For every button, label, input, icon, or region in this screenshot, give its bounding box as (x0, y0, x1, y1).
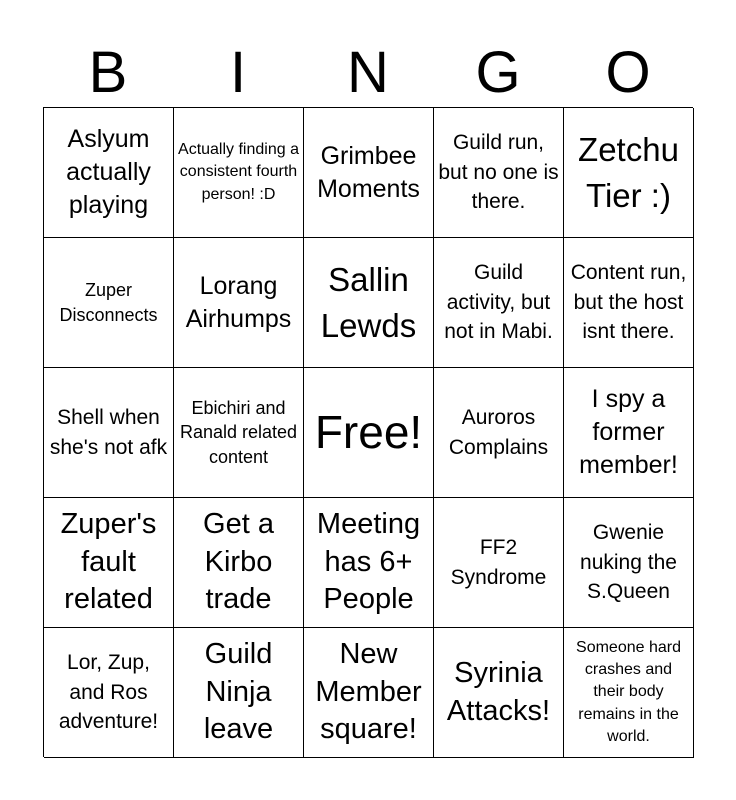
cell-text: Aslyum actually playing (66, 125, 151, 219)
header-letter-g: G (475, 40, 521, 105)
cell-text: Sallin Lewds (320, 260, 417, 344)
cell-text: Syrinia Attacks! (446, 656, 551, 727)
bingo-cell[interactable] (434, 238, 564, 368)
cell-text: Ebichiri and Ranald related content (179, 398, 298, 467)
bingo-cell[interactable] (564, 108, 694, 238)
bingo-cell[interactable] (304, 238, 434, 368)
bingo-cell[interactable] (434, 628, 564, 758)
bingo-cell[interactable] (304, 108, 434, 238)
cell-text: Grimbee Moments (317, 141, 420, 203)
bingo-cell[interactable] (564, 238, 694, 368)
free-space-cell[interactable] (304, 368, 434, 498)
bingo-cell[interactable] (44, 108, 174, 238)
header-letter-n: N (347, 40, 389, 105)
cell-text: Zetchu Tier :) (578, 130, 679, 214)
cell-text: Meeting has 6+ People (316, 507, 421, 616)
bingo-cell[interactable] (174, 498, 304, 628)
bingo-cell[interactable] (44, 498, 174, 628)
bingo-card-grid (43, 107, 693, 757)
bingo-cell[interactable] (44, 628, 174, 758)
bingo-cell[interactable] (174, 368, 304, 498)
cell-text: Zuper's fault related (60, 507, 157, 616)
bingo-cell[interactable] (174, 238, 304, 368)
bingo-cell[interactable] (44, 368, 174, 498)
cell-text: Get a Kirbo trade (203, 507, 274, 616)
cell-text: Shell when she's not afk (49, 406, 168, 459)
bingo-cell[interactable] (434, 108, 564, 238)
bingo-cell[interactable] (304, 498, 434, 628)
bingo-cell[interactable] (304, 628, 434, 758)
bingo-cell[interactable] (564, 628, 694, 758)
bingo-cell[interactable] (434, 368, 564, 498)
cell-text: Content run, but the host isnt there. (570, 261, 687, 344)
bingo-cell[interactable] (174, 108, 304, 238)
cell-text: Gwenie nuking the S.Queen (580, 521, 677, 604)
free-space-text: Free! (314, 406, 423, 459)
cell-text: Actually finding a consistent fourth person! :D (178, 140, 299, 203)
cell-text: Auroros Complains (448, 406, 549, 459)
cell-text: Guild activity, but not in Mabi. (444, 261, 553, 344)
bingo-cell[interactable] (564, 498, 694, 628)
cell-text: Lorang Airhumps (185, 271, 292, 333)
cell-text: Lor, Zup, and Ros adventure! (58, 651, 159, 734)
bingo-cell[interactable] (564, 368, 694, 498)
cell-text: I spy a former member! (579, 385, 678, 479)
bingo-cell[interactable] (44, 238, 174, 368)
header-letter-b: B (88, 40, 128, 105)
cell-text: FF2 Syndrome (450, 536, 547, 589)
cell-text: Guild run, but no one is there. (438, 131, 559, 214)
bingo-cell[interactable] (434, 498, 564, 628)
cell-text: Guild Ninja leave (203, 637, 274, 746)
bingo-header (43, 40, 693, 106)
bingo-cell[interactable] (174, 628, 304, 758)
cell-text: Zuper Disconnects (59, 280, 158, 325)
cell-text: New Member square! (315, 637, 422, 746)
header-letter-i: I (229, 40, 247, 105)
header-letter-o: O (605, 40, 651, 105)
cell-text: Someone hard crashes and their body remains in the world. (576, 638, 681, 746)
